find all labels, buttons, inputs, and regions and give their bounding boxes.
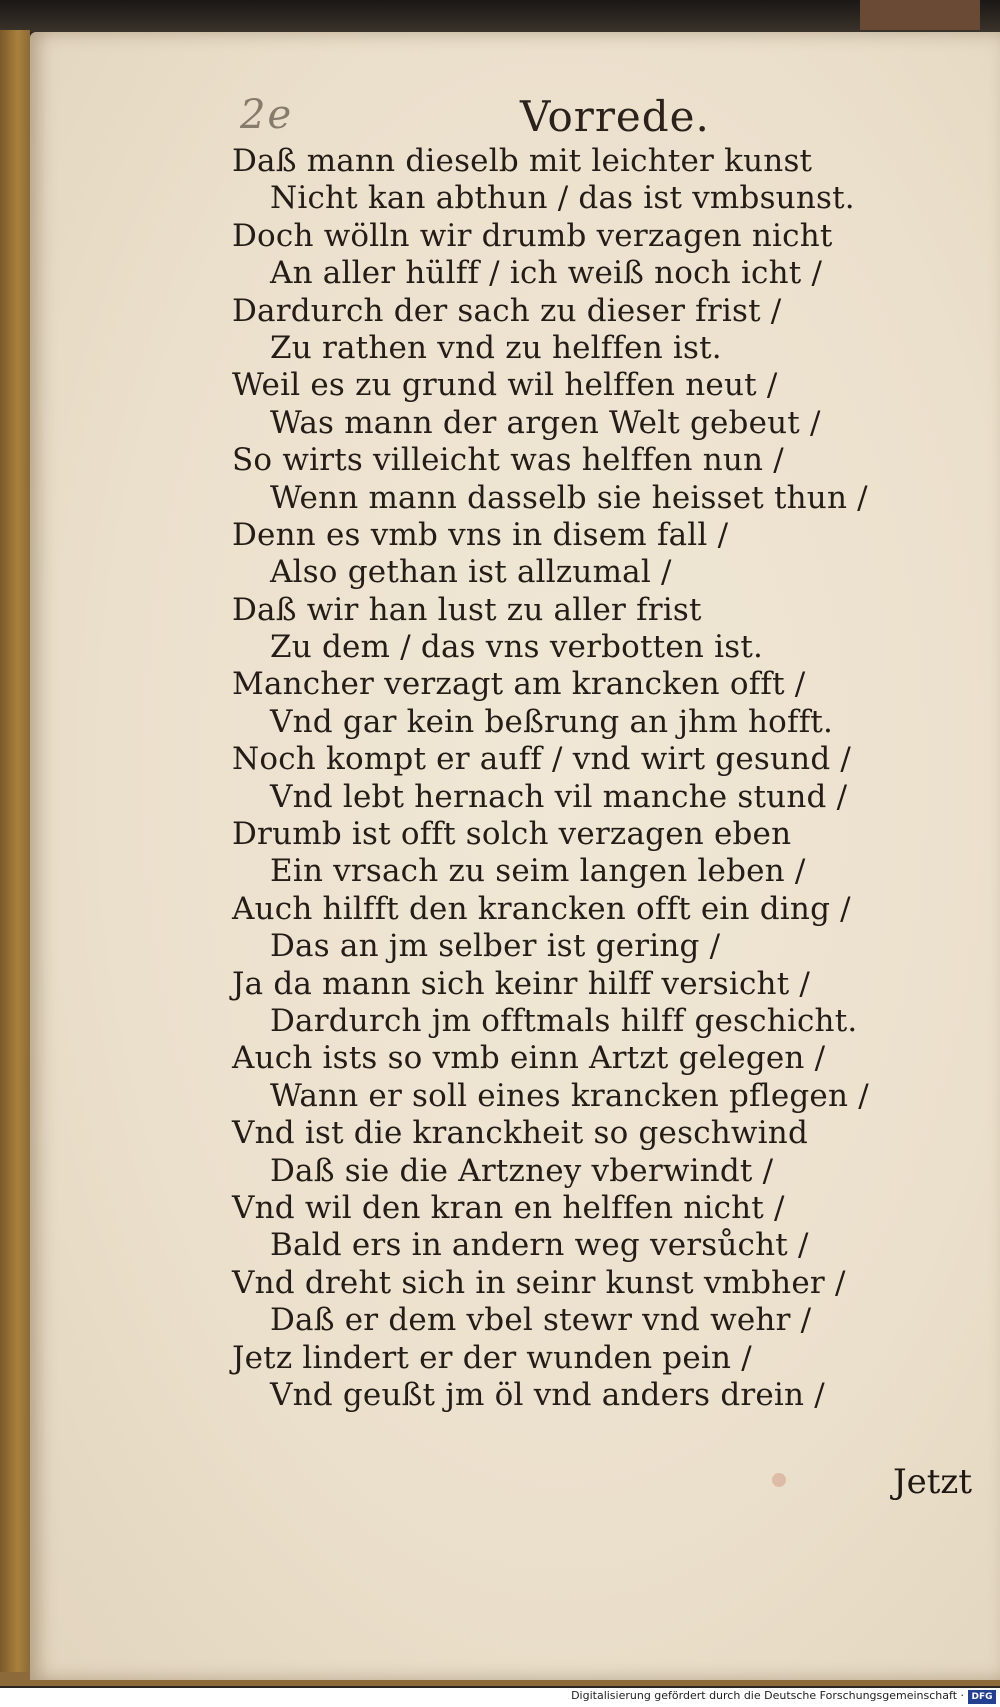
verse-line: Vnd gar kein beßrung an jhm hofft.: [270, 703, 834, 740]
verse-line: Ein vrsach zu seim langen leben /: [270, 853, 806, 890]
verse-line: Weil es zu grund wil helffen neut /: [232, 367, 778, 404]
verse-line: Drumb ist offt solch verzagen eben: [232, 816, 792, 853]
scan-top-strip: [0, 0, 1000, 32]
binding-tab: [860, 0, 980, 30]
verse-line: Auch ists so vmb einn Artzt gelegen /: [232, 1040, 826, 1077]
verse-line: Vnd geußt jm öl vnd anders drein /: [270, 1376, 825, 1413]
running-head: Vorrede.: [520, 92, 710, 141]
verse-line: Nicht kan abthun / das ist vmbsunst.: [270, 180, 855, 217]
verse-line: Jetz lindert er der wunden pein /: [232, 1339, 752, 1376]
verse-line: Daß mann dieselb mit leichter kunst: [232, 143, 813, 179]
verse-line: Auch hilfft den krancken offt ein ding /: [232, 890, 851, 927]
verse-line: An aller hülff / ich weiß noch icht /: [270, 255, 823, 292]
verse-line: Vnd dreht sich in seinr kunst vmbher /: [232, 1264, 846, 1301]
verse-line: Daß wir han lust zu aller frist: [232, 591, 702, 628]
verse-line: Also gethan ist allzumal /: [270, 554, 672, 591]
catchword: Jetzt: [893, 1462, 972, 1502]
digitization-footer: [0, 1688, 1000, 1707]
verse-line: Ja da mann sich keinr hilff versicht /: [232, 965, 811, 1002]
verse-line: Doch wölln wir drumb verzagen nicht: [232, 217, 833, 254]
verse-line: Zu rathen vnd zu helffen ist.: [270, 329, 722, 366]
verse-line: Das an jm selber ist gering /: [270, 928, 721, 965]
verse-line: Was mann der argen Welt gebeut /: [270, 404, 821, 441]
dfg-logo-badge: DFG: [968, 1690, 996, 1704]
verse-line: Mancher verzagt am krancken offt /: [232, 666, 806, 703]
verse-line: Dardurch der sach zu dieser frist /: [232, 292, 782, 329]
verse-block: [0, 143, 1000, 1414]
verse-line: Bald ers in andern weg versůcht /: [270, 1227, 809, 1264]
verse-line: Denn es vmb vns in disem fall /: [232, 516, 729, 553]
verse-line: So wirts villeicht was helffen nun /: [232, 442, 784, 479]
funding-credit: Digitalisierung gefördert durch die Deutsche Forschungsgemeinschaft ·: [571, 1689, 964, 1702]
verse-line: Zu dem / das vns verbotten ist.: [270, 629, 764, 666]
verse-line: Wann er soll eines krancken pflegen /: [270, 1077, 869, 1114]
verse-line: Wenn mann dasselb sie heisset thun /: [270, 479, 868, 516]
verse-line: Vnd ist die kranckheit so geschwind: [232, 1115, 808, 1152]
verse-line: Daß er dem vbel stewr vnd wehr /: [270, 1302, 812, 1339]
verse-line: Vnd lebt hernach vil manche stund /: [270, 778, 848, 815]
verse-line: Dardurch jm offtmals hilff geschicht.: [270, 1002, 858, 1039]
verse-line: Daß sie die Artzney vberwindt /: [270, 1152, 774, 1189]
verse-line: Noch kompt er auff / vnd wirt gesund /: [232, 741, 852, 778]
paper-stain: [772, 1473, 786, 1487]
verse-line: Vnd wil den kran en helffen nicht /: [232, 1189, 785, 1226]
folio-number: 2e: [240, 92, 294, 138]
